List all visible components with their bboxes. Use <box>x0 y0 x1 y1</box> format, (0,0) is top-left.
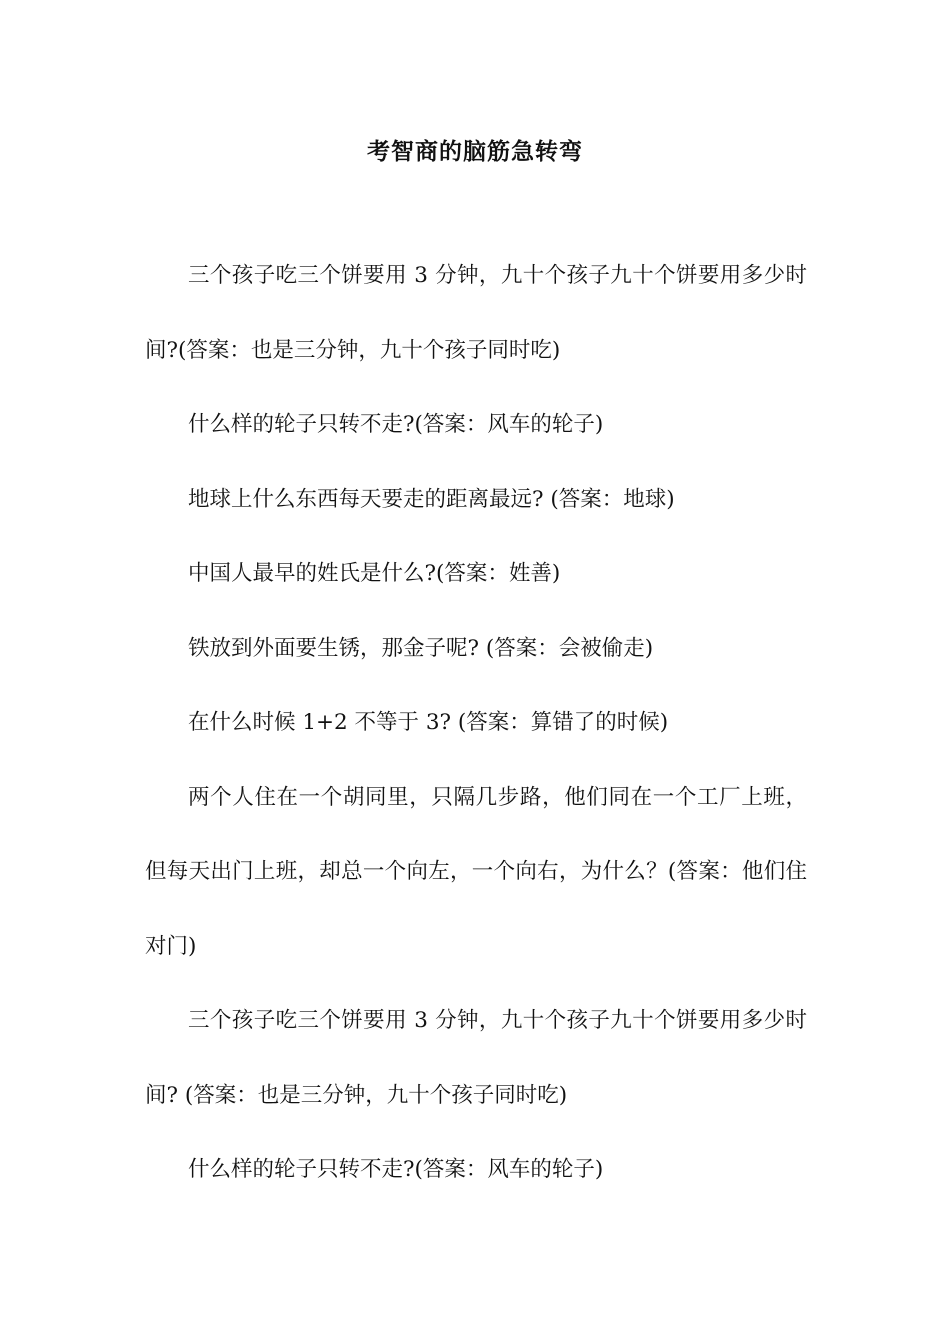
document-body <box>145 239 807 1208</box>
paragraph: 两个人住在一个胡同里，只隔几步路，他们同在一个工厂上班，但每天出门上班，却总一个向左，一个向右，为什么？(答案：他们住对门) <box>145 784 807 959</box>
paragraph: 什么样的轮子只转不走?(答案：风车的轮子) <box>188 1157 604 1182</box>
paragraph: 在什么时候 1+2 不等于 3? (答案：算错了的时候) <box>188 710 669 735</box>
paragraph: 三个孩子吃三个饼要用 3 分钟，九十个孩子九十个饼要用多少时间? (答案：也是三分钟，九十个孩子同时吃) <box>145 1008 807 1108</box>
paragraph: 地球上什么东西每天要走的距离最远? (答案：地球) <box>188 486 675 512</box>
paragraph: 什么样的轮子只转不走?(答案：风车的轮子) <box>188 412 604 437</box>
paragraph: 三个孩子吃三个饼要用 3 分钟，九十个孩子九十个饼要用多少时间?(答案：也是三分钟，九十个孩子同时吃) <box>145 263 807 363</box>
document-title: 考智商的脑筋急转弯 <box>367 138 583 165</box>
paragraph: 铁放到外面要生锈，那金子呢? (答案：会被偷走) <box>188 635 654 661</box>
paragraph: 中国人最早的姓氏是什么?(答案：姓善) <box>188 561 561 586</box>
